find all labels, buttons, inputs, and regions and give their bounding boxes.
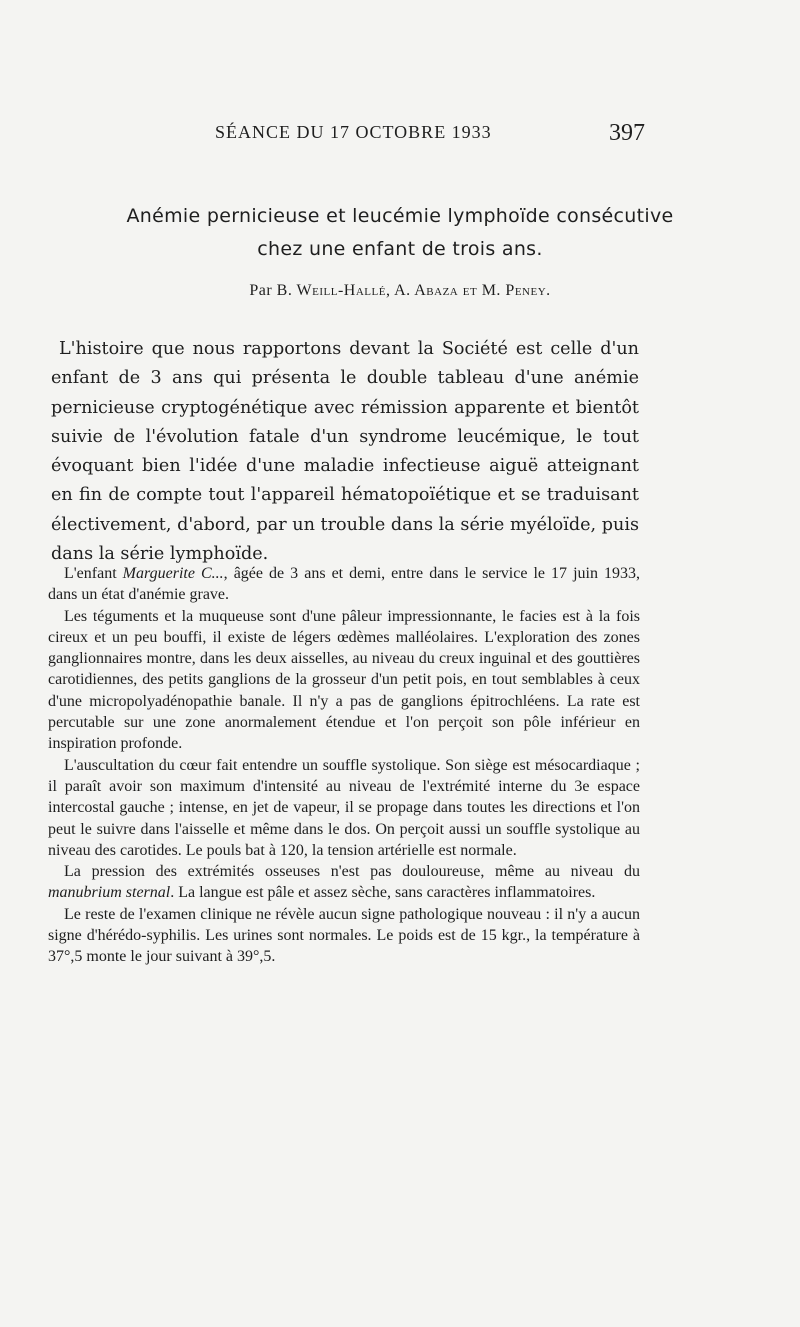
paragraph-bone-pressure: La pression des extrémités osseuses n'est pas douloureuse, même au niveau du manubrium sternal. La langue est pâle et assez sèche, sans caractères inflammatoires. <box>48 863 640 902</box>
authors-prefix: Par <box>249 282 273 299</box>
article-title-line-2: chez une enfant de trois ans. <box>257 238 543 260</box>
paragraph-clinical-summary: Le reste de l'examen clinique ne révèle aucun signe pathologique nouveau : il n'y a aucun signe d'hérédo-syphilis. Les urines sont normales. Le poids est de 15 kgr., la température à 37°,5 monte le jour suivant à 39°,5. <box>48 905 640 966</box>
running-title: SÉANCE DU 17 OCTOBRE 1933 <box>215 122 492 142</box>
case-report-body <box>48 563 640 968</box>
paragraph-admission: L'enfant Marguerite C..., âgée de 3 ans et demi, entre dans le service le 17 juin 1933, dans un état d'anémie grave. <box>48 565 641 604</box>
lead-paragraph: L'histoire que nous rapportons devant la Société est celle d'un enfant de 3 ans qui présenta le double tableau d'une anémie pernicieuse cryptogénétique avec rémission apparente et bientôt suivie de l'évolution fatale d'un syndrome leucémique, le tout évoquant bien l'idée d'une maladie infectieuse aiguë atteignant en fin de compte tout l'appareil hématopoïétique et se traduisant électivement, d'abord, par un trouble dans la série myéloïde, puis dans la série lymphoïde. <box>51 339 639 565</box>
article-title-line-1: Anémie pernicieuse et leucémie lymphoïde consécutive <box>126 205 674 227</box>
anatomical-term: manubrium sternal <box>48 884 171 902</box>
author-names: B. Weill-Hallé, A. Abaza et M. Peney. <box>276 282 551 299</box>
paragraph-auscultation: L'auscultation du cœur fait entendre un souffle systolique. Son siège est mésocardiaque ; il paraît avoir son maximum d'intensité au niveau de l'extrémité interne du 3e espace intercostal gauche ; intense, en jet de vapeur, il se propage dans toutes les directions et l'on peut le suivre dans l'aisselle et même dans le dos. On perçoit aussi un souffle systolique au niveau des carotides. Le pouls bat à 120, la tension artérielle est normale. <box>48 756 640 859</box>
author-byline <box>60 282 740 300</box>
article-title <box>60 200 740 266</box>
paragraph-examination: Les téguments et la muqueuse sont d'une pâleur impressionnante, le facies est à la fois cireux et un peu bouffi, il existe de légers œdèmes malléolaires. L'exploration des zones ganglionnaires montre, dans les deux aisselles, au niveau du creux inguinal et des gouttières carotidiennes, des petits ganglions de la grosseur d'un petit pois, en tout semblables à ceux d'une micropolyadénopathie banale. Il n'y a pas de ganglions épitrochléens. La rate est percutable sur une zone anormalement étendue et l'on perçoit son pôle inférieur en inspiration profonde. <box>48 607 640 753</box>
page-number: 397 <box>609 120 645 146</box>
patient-name: Marguerite C... <box>122 565 224 582</box>
running-head <box>215 120 645 160</box>
